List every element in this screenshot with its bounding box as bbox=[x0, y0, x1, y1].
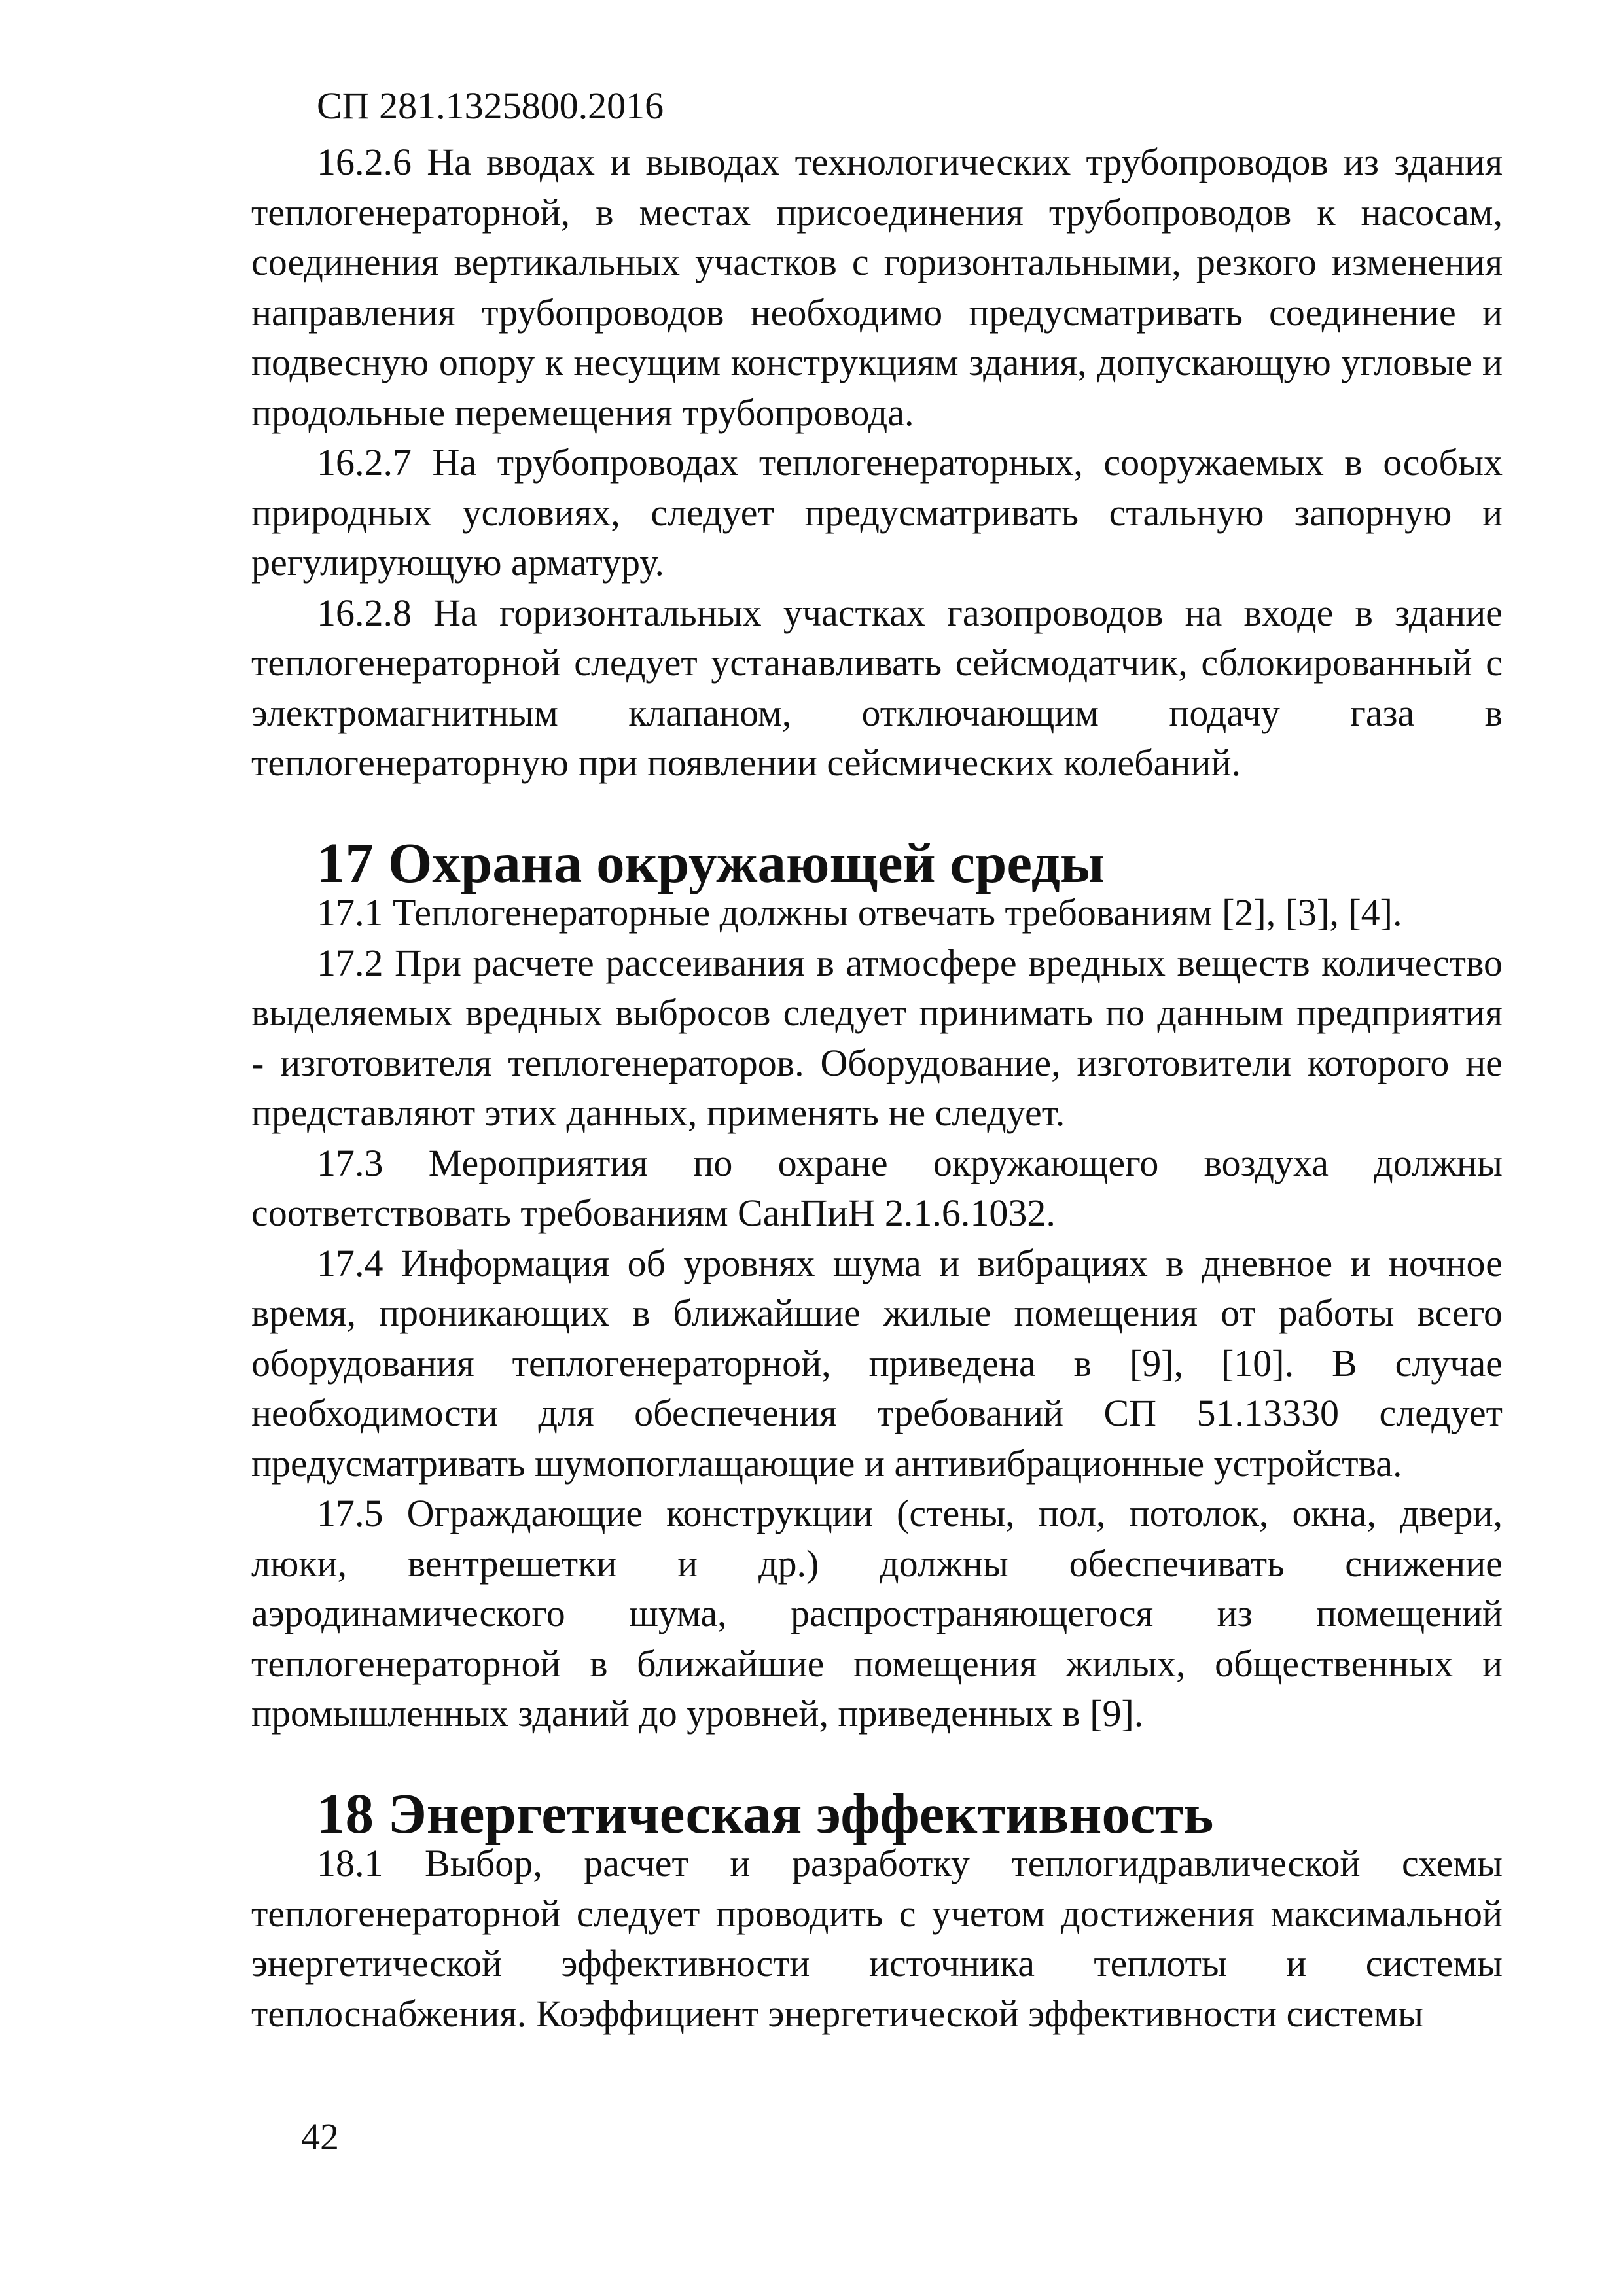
paragraph-17-3: 17.3 Мероприятия по охране окружающего воздуха должны соответствовать требованиям СанПиН 2.1.6.1032. bbox=[251, 1141, 1503, 1234]
paragraph-17-5: 17.5 Ограждающие конструкции (стены, пол, потолок, окна, двери, люки, вентрешетки и др.) должны обеспечивать снижение аэродинамического шума, распространяющегося из помещений теплогенераторной в ближайшие помещения жилых, общественных и промышленных зданий до уровней, приведенных в [9]. bbox=[251, 1492, 1503, 1735]
paragraph-17-1: 17.1 Теплогенераторные должны отвечать требованиям [2], [3], [4]. bbox=[317, 891, 1402, 934]
paragraph-17-2: 17.2 При расчете рассеивания в атмосфере вредных веществ количество выделяемых вредных выбросов следует принимать по данным предприятия - изготовителя теплогенераторов. Оборудование, изготовители которого не представляют этих данных, применять не следует. bbox=[251, 941, 1503, 1134]
document-code-header: СП 281.1325800.2016 bbox=[317, 84, 664, 127]
section-18-heading: 18 Энергетическая эффективность bbox=[317, 1781, 1214, 1845]
page-number: 42 bbox=[301, 2115, 339, 2158]
paragraph-16-2-6: 16.2.6 На вводах и выводах технологических трубопроводов из здания теплогенераторной, в местах присоединения трубопроводов к насосам, соединения вертикальных участков с горизонтальными, резкого изменения направления трубопроводов необходимо предусматривать соединение и подвесную опору к несущим конструкциям здания, допускающую угловые и продольные перемещения трубопровода. bbox=[251, 141, 1503, 434]
paragraph-18-1: 18.1 Выбор, расчет и разработку теплогидравлической схемы теплогенераторной следует проводить с учетом достижения максимальной энергетической эффективности источника теплоты и системы теплоснабжения. Коэффициент энергетической эффективности системы bbox=[251, 1842, 1503, 2035]
paragraph-17-4: 17.4 Информация об уровнях шума и вибрациях в дневное и ночное время, проникающих в ближайшие жилые помещения от работы всего оборудования теплогенераторной, приведена в [9], [10]. В случае необходимости для обеспечения требований СП 51.13330 следует предусматривать шумопоглащающие и антивибрационные устройства. bbox=[251, 1241, 1503, 1485]
section-17-heading: 17 Охрана окружающей среды bbox=[317, 830, 1105, 894]
page-content bbox=[251, 137, 1503, 2039]
paragraph-16-2-8: 16.2.8 На горизонтальных участках газопроводов на входе в здание теплогенераторной следует устанавливать сейсмодатчик, сблокированный с электромагнитным клапаном, отключающим подачу газа в теплогенераторную при появлении сейсмических колебаний. bbox=[251, 591, 1503, 784]
paragraph-16-2-7: 16.2.7 На трубопроводах теплогенераторных, сооружаемых в особых природных условиях, следует предусматривать стальную запорную и регулирующую арматуру. bbox=[251, 441, 1503, 584]
